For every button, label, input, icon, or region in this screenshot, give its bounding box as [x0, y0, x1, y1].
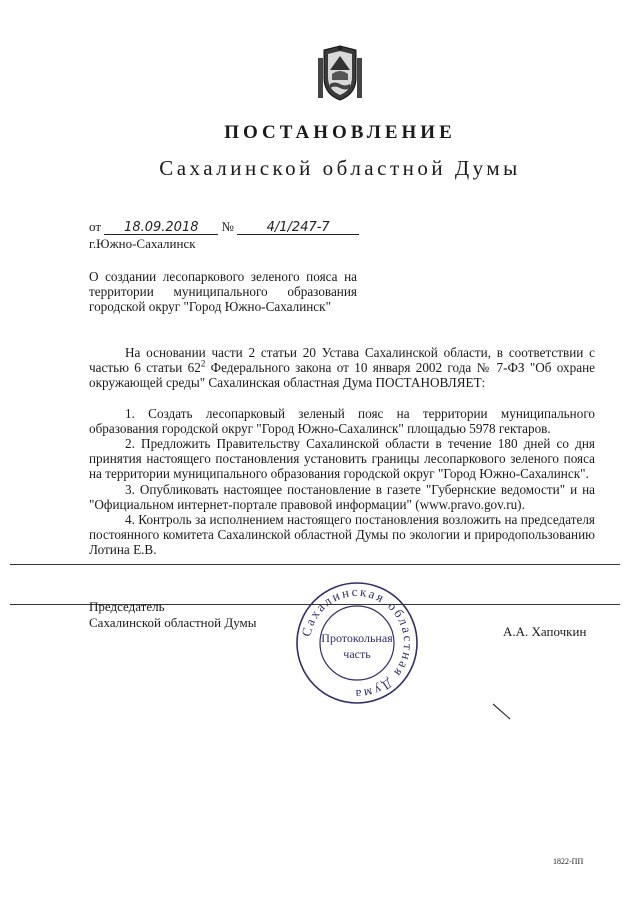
- official-stamp: [293, 580, 421, 706]
- document-type-title: ПОСТАНОВЛЕНИЕ: [224, 122, 456, 143]
- city-label: г.Южно-Сахалинск: [89, 236, 196, 251]
- preamble-paragraph: На основании части 2 статьи 20 Устава Сахалинской области, в соответствии с частью 6 статьи $62^2$ Федерального закона от 10 января 2002 года № 7-ФЗ "Об охране окружающей среды" Сахалинская областная Дума ПОСТАНОВЛЯЕТ:: [89, 345, 595, 391]
- document-subject: О создании лесопаркового зеленого пояса на территории муниципального образования городской округ "Город Южно-Сахалинск": [89, 269, 357, 315]
- issuer-title: Сахалинской областной Думы: [159, 156, 521, 180]
- date-value: 18.09.2018: [104, 221, 218, 235]
- signatory-name: А.А. Хапочкин: [503, 624, 587, 639]
- item-paragraph: 3. Опубликовать настоящее постановление в газете "Губернские ведомости" и на "Официальном интернет-портале правовой информации" (www.pravo.gov.ru).: [89, 481, 595, 512]
- signature-title-line: Сахалинской областной Думы: [89, 615, 257, 630]
- stamp-ring-text: Сахалинская областная Дума: [298, 583, 417, 703]
- divider-line: [10, 564, 620, 565]
- number-prefix: №: [221, 219, 234, 234]
- date-prefix: от: [89, 219, 102, 234]
- signature-title-line: Председатель: [89, 599, 165, 614]
- stamp-center-line: Протокольная: [321, 631, 393, 645]
- date-number-row: [89, 219, 359, 235]
- item-paragraph: 2. Предложить Правительству Сахалинской области в течение 180 дней со дня принятия настоящего постановления установить границы лесопаркового зеленого пояса на территории муниципального образования городской округ "Город Южно-Сахалинск".: [89, 436, 595, 482]
- form-code: 1822-ПП: [553, 857, 584, 866]
- document-body: [89, 345, 595, 558]
- signature-title: [89, 599, 257, 631]
- stamp-center-line: часть: [343, 647, 371, 661]
- item-paragraph: 1. Создать лесопарковый зеленый пояс на территории муниципального образования городской округ "Город Южно-Сахалинск" площадью 5978 гектаров.: [89, 405, 595, 436]
- pen-stroke-mark: [490, 702, 514, 722]
- coat-of-arms-icon: [318, 44, 362, 102]
- superscript: 2: [200, 358, 206, 369]
- number-value: 4/1/247-7: [237, 221, 359, 235]
- item-paragraph: 4. Контроль за исполнением настоящего постановления возложить на председателя постоянного комитета Сахалинской областной Думы по экологии и природопользованию Лотина Е.В.: [89, 512, 595, 558]
